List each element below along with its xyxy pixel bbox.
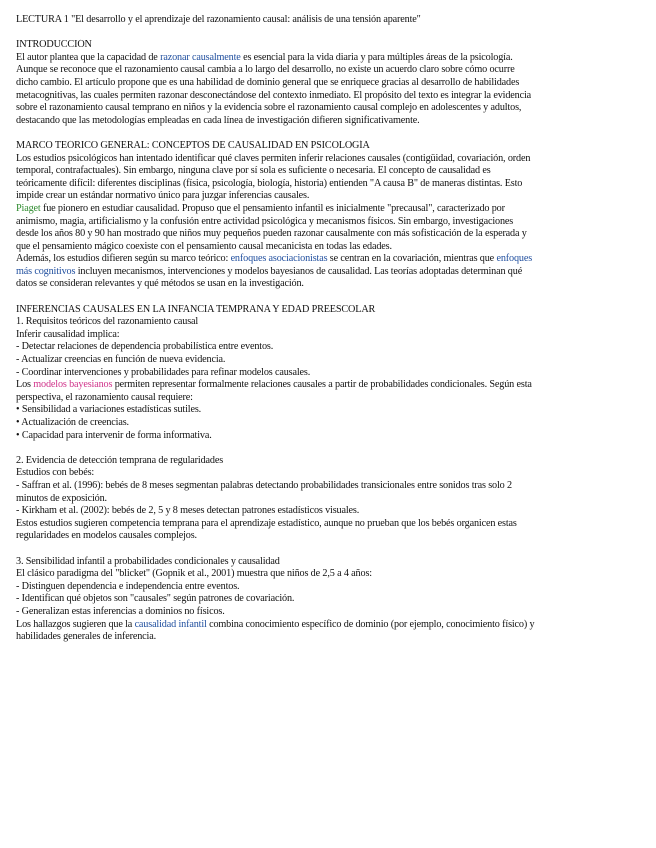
text-run: es esencial para la vida diaria y para múltiples áreas de la psicología. [240, 51, 513, 63]
text-run: Además, los estudios difieren según su marco teórico: [16, 253, 231, 265]
section-line: Inferir causalidad implica: [16, 328, 120, 340]
bullet-item: • Sensibilidad a variaciones estadísticas sutiles. [16, 404, 202, 416]
marco-line: impide crear un estándar normativo único para juzgar inferencias causales. [16, 190, 310, 202]
marco-line [16, 266, 644, 279]
text-run: combina conocimiento específico de dominio (por ejemplo, conocimiento físico) y [206, 618, 535, 630]
intro-line: metacognitivas, las cuales permiten razonar desconectándose del contexto inmediato. El propósito del texto es integrar la evidencia [16, 89, 532, 101]
intro-line: sobre el razonamiento causal temprano en niños y la evidencia sobre el razonamiento causal complejo en adolescentes y adultos, [16, 102, 522, 114]
intro-line: Aunque se reconoce que el razonamiento causal cambia a lo largo del desarrollo, no existe un acuerdo claro sobre cómo ocurre [16, 64, 515, 76]
list-item: - Coordinar intervenciones y probabilidades para refinar modelos causales. [16, 366, 311, 378]
bullet-item: • Actualización de creencias. [16, 417, 129, 428]
highlight-piaget: Piaget [16, 202, 41, 214]
section-line: El clásico paradigma del "blicket" (Gopnik et al., 2001) muestra que niños de 2,5 a 4 años: [16, 568, 372, 580]
section-line: Estudios con bebés: [16, 467, 95, 479]
text-run: permiten representar formalmente relaciones causales a partir de probabilidades condicionales. Según esta [112, 379, 532, 391]
marco-line: Los estudios psicológicos han intentado identificar qué claves permiten inferir relaciones causales (contigüidad, covariación, orden [16, 152, 531, 164]
list-item: - Kirkham et al. (2002): bebés de 2, 5 y 8 meses detectan patrones estadísticos visuales. [16, 505, 360, 517]
heading-inferencias-causales: INFERENCIAS CAUSALES EN LA INFANCIA TEMPRANA Y EDAD PREESCOLAR [16, 303, 376, 315]
list-item: - Saffran et al. (1996): bebés de 8 meses segmentan palabras detectando probabilidades transicionales entre sonidos tras solo 2 [16, 479, 512, 491]
text-run: incluyen mecanismos, intervenciones y modelos bayesianos de causalidad. Las teorías adoptadas determinan qué [75, 265, 523, 277]
heading-introduccion: INTRODUCCIÓN [16, 39, 92, 51]
subheading-sensibilidad: 3. Sensibilidad infantil a probabilidades condicionales y causalidad [16, 555, 280, 567]
text-run: fue pionero en estudiar causalidad. Propuso que el pensamiento infantil es inicialmente "precausal", caracterizado por [40, 202, 505, 214]
highlight-razonar-causalmente: razonar causalmente [160, 51, 241, 63]
marco-line: desde los años 80 y 90 han mostrado que niños muy pequeños pueden razonar causalmente con más sofisticación de la esperada y [16, 228, 527, 240]
marco-line: que el pensamiento mágico coexiste con el pensamiento causal mecanicista en todas las edades. [16, 240, 392, 252]
section-line: habilidades generales de inferencia. [16, 631, 156, 643]
list-item: minutos de exposición. [16, 492, 107, 504]
intro-line: dicho cambio. El artículo propone que es una habilidad de dominio general que se enriquece gracias al desarrollo de habilidades [16, 76, 520, 88]
highlight-enfoques-asociacionistas: enfoques asociacionistas [230, 253, 328, 265]
list-item: - Identifican qué objetos son "causales" según patrones de covariación. [16, 593, 295, 605]
document-title: LECTURA 1 "El desarrollo y el aprendizaje del razonamiento causal: análisis de una tensión aparente" [16, 14, 421, 25]
section-line: Estos estudios sugieren competencia temprana para el aprendizaje estadístico, aunque no prueban que los bebés organicen estas [16, 517, 517, 529]
section-line: regularidades en modelos causales complejos. [16, 530, 197, 542]
list-item: - Detectar relaciones de dependencia probabilística entre eventos. [16, 341, 274, 353]
text-run: Los [16, 379, 34, 391]
highlight-mas-cognitivos: más cognitivos [16, 265, 76, 277]
marco-line: temporal, contrafactuales). Sin embargo, ninguna clave por sí sola es suficiente o necesaria. El concepto de causalidad es [16, 165, 491, 177]
list-item: - Generalizan estas inferencias a dominios no físicos. [16, 605, 225, 617]
bullet-item: • Capacidad para intervenir de forma informativa. [16, 429, 212, 441]
marco-line [16, 203, 644, 216]
text-run: El autor plantea que la capacidad de [16, 51, 161, 63]
document-page [16, 14, 644, 644]
list-item: - Distinguen dependencia e independencia entre eventos. [16, 580, 240, 592]
text-run: Los hallazgos sugieren que la [16, 618, 135, 630]
highlight-causalidad-infantil: causalidad infantil [134, 618, 207, 630]
marco-line: animismo, magia, artificialismo y la confusión entre actividad psicológica y mecanismos físicos. Sin embargo, investigaciones [16, 215, 514, 227]
section-line: perspectiva, el razonamiento causal requiere: [16, 391, 193, 403]
list-item: - Actualizar creencias en función de nueva evidencia. [16, 354, 226, 366]
intro-line [16, 52, 644, 65]
highlight-modelos-bayesianos: modelos bayesianos [33, 379, 113, 391]
section-line [16, 619, 644, 632]
highlight-enfoques: enfoques [496, 253, 533, 265]
subheading-requisitos: 1. Requisitos teóricos del razonamiento causal [16, 316, 199, 328]
section-line [16, 379, 644, 392]
intro-line: destacando que las metodologías empleadas en cada línea de investigación difieren significativamente. [16, 114, 420, 126]
marco-line [16, 253, 644, 266]
text-run: se centran en la covariación, mientras que [327, 253, 497, 265]
marco-line: datos se consideran relevantes y qué métodos se usan en la investigación. [16, 278, 304, 290]
subheading-evidencia: 2. Evidencia de detección temprana de regularidades [16, 454, 224, 466]
heading-marco-teorico: MARCO TEÓRICO GENERAL: CONCEPTOS DE CAUSALIDAD EN PSICOLOGÍA [16, 139, 370, 151]
marco-line: teóricamente difícil: diferentes disciplinas (física, psicología, biología, historia) entienden "A causa B" de maneras distintas. Esto [16, 177, 523, 189]
